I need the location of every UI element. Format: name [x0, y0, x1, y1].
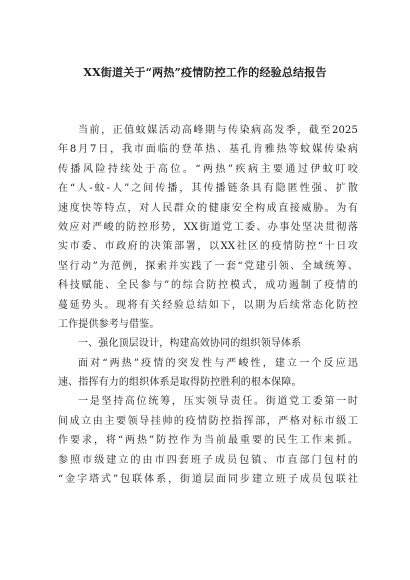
- body-line: 传播风险持续处于高位。“两热”疾病主要通过伊蚊叮咬: [58, 163, 358, 175]
- body-line: 工作提供参考与借鉴。: [58, 318, 160, 330]
- body-line: 一是坚持高位统筹，压实领导责任。街道党工委第一时: [78, 396, 358, 408]
- body-line: 当前，正值蚊媒活动高峰期与传染病高发季，截至2025: [78, 125, 358, 136]
- body-line: 作要求，将“两热”防控作为当前最重要的民生工作来抓。: [58, 435, 358, 447]
- body-line: “金字塔式”包联体系，街道层面同步建立班子成员包联社: [58, 474, 358, 486]
- body-line: 蔓延势头。现将有关经验总结如下，以期为后续常态化防控: [58, 299, 358, 311]
- body-line: 速、指挥有力的组织体系是取得防控胜利的根本保障。: [58, 377, 302, 389]
- body-line: 面对“两热”疫情的突发性与严峻性，建立一个反应迅: [78, 357, 358, 369]
- body-line: 参照市级建立的由市四套班子成员包镇、市直部门包村的: [58, 454, 358, 466]
- section-heading: 一、强化顶层设计，构建高效协同的组织领导体系: [78, 338, 302, 350]
- body-line: 实市委、市政府的决策部署，以XX社区的疫情防控“十日攻: [58, 241, 358, 253]
- body-line: 坚行动”为范例，探索并实践了一套“党建引领、全域统筹、: [58, 260, 358, 272]
- body-line: 在“人-蚊-人”之间传播，其传播链条具有隐匿性强、扩散: [58, 183, 358, 195]
- body-line: 速度快等特点，对人民群众的健康安全构成直接威胁。为有: [58, 202, 358, 214]
- document-title: XX街道关于“两热”疫情防控工作的经验总结报告: [83, 66, 327, 79]
- body-line: 年8月7日，我市面临的登革热、基孔肯雅热等蚊媒传染病: [58, 144, 358, 156]
- document-body: [58, 121, 358, 489]
- body-line: 效应对严峻的防控形势，XX街道党工委、办事处坚决贯彻落: [58, 221, 358, 233]
- body-line: 科技赋能、全民参与”的综合防控模式，成功遏制了疫情的: [58, 280, 358, 292]
- body-line: 间成立由主要领导挂帅的疫情防控指挥部，严格对标市级工: [58, 415, 358, 427]
